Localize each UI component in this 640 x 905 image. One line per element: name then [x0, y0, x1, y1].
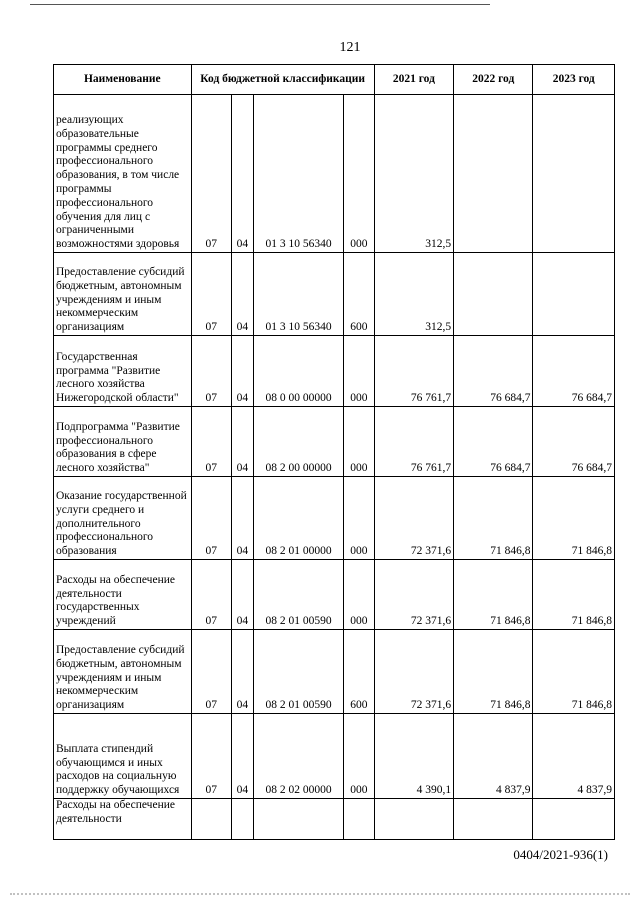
- row-subsection: 04: [231, 714, 253, 799]
- row-section: 07: [191, 95, 231, 253]
- row-target-article: 01 3 10 56340: [254, 95, 344, 253]
- row-amount-2021: 76 761,7: [374, 407, 453, 477]
- row-section: 07: [191, 477, 231, 560]
- row-subsection: 04: [231, 253, 253, 336]
- row-amount-2022: [454, 253, 533, 336]
- row-amount-2023: 4 837,9: [533, 714, 615, 799]
- row-expense-type: 000: [343, 560, 374, 630]
- scan-edge: [10, 893, 630, 895]
- row-amount-2022: 4 837,9: [454, 714, 533, 799]
- table-row: [54, 95, 615, 253]
- row-name: реализующих образовательные программы среднего профессионального образования, в том числе программы профессионального обучения для лиц с ограниченными возможностями здоровья: [54, 95, 192, 253]
- budget-table: [53, 64, 615, 840]
- row-expense-type: 000: [343, 477, 374, 560]
- row-section: 07: [191, 560, 231, 630]
- row-subsection: 04: [231, 95, 253, 253]
- row-amount-2023: [533, 253, 615, 336]
- row-amount-2023: 71 846,8: [533, 630, 615, 714]
- table-row: [54, 477, 615, 560]
- row-target-article: 01 3 10 56340: [254, 253, 344, 336]
- row-expense-type: 000: [343, 95, 374, 253]
- row-amount-2022: 76 684,7: [454, 336, 533, 407]
- table-row: [54, 630, 615, 714]
- row-target-article: 08 2 01 00590: [254, 630, 344, 714]
- row-amount-2021: [374, 799, 453, 840]
- row-amount-2021: 4 390,1: [374, 714, 453, 799]
- row-section: 07: [191, 630, 231, 714]
- row-amount-2023: 76 684,7: [533, 336, 615, 407]
- row-amount-2021: 72 371,6: [374, 630, 453, 714]
- row-target-article: 08 0 00 00000: [254, 336, 344, 407]
- row-section: 07: [191, 407, 231, 477]
- row-amount-2023: 76 684,7: [533, 407, 615, 477]
- row-amount-2022: 76 684,7: [454, 407, 533, 477]
- row-subsection: 04: [231, 407, 253, 477]
- header-2022: 2022 год: [454, 65, 533, 95]
- row-subsection: 04: [231, 336, 253, 407]
- table-row: [54, 253, 615, 336]
- header-name: Наименование: [54, 65, 192, 95]
- row-amount-2021: 72 371,6: [374, 560, 453, 630]
- row-amount-2021: 312,5: [374, 95, 453, 253]
- row-expense-type: 000: [343, 407, 374, 477]
- row-name: Расходы на обеспечение деятельности: [54, 799, 192, 840]
- row-section: 07: [191, 253, 231, 336]
- document-code: 0404/2021-936(1): [513, 847, 608, 862]
- row-target-article: 08 2 00 00000: [254, 407, 344, 477]
- row-target-article: 08 2 02 00000: [254, 714, 344, 799]
- header-2021: 2021 год: [374, 65, 453, 95]
- row-amount-2022: [454, 799, 533, 840]
- row-amount-2023: [533, 799, 615, 840]
- row-subsection: 04: [231, 560, 253, 630]
- row-subsection: 04: [231, 630, 253, 714]
- row-section: [191, 799, 231, 840]
- row-target-article: [254, 799, 344, 840]
- header-row: [54, 65, 615, 95]
- row-expense-type: 000: [343, 336, 374, 407]
- table-row: [54, 799, 615, 840]
- row-section: 07: [191, 714, 231, 799]
- row-amount-2022: 71 846,8: [454, 477, 533, 560]
- header-classification: Код бюджетной классификации: [191, 65, 374, 95]
- row-expense-type: [343, 799, 374, 840]
- row-amount-2021: 76 761,7: [374, 336, 453, 407]
- row-expense-type: 600: [343, 630, 374, 714]
- row-amount-2022: 71 846,8: [454, 560, 533, 630]
- row-name: Предоставление субсидий бюджетным, автономным учреждениям и иным некоммерческим организациям: [54, 253, 192, 336]
- table-row: [54, 714, 615, 799]
- table-body: [54, 95, 615, 840]
- row-subsection: [231, 799, 253, 840]
- table-row: [54, 336, 615, 407]
- row-target-article: 08 2 01 00000: [254, 477, 344, 560]
- top-rule: [30, 4, 490, 5]
- row-amount-2023: 71 846,8: [533, 560, 615, 630]
- row-expense-type: 000: [343, 714, 374, 799]
- row-name: Государственная программа "Развитие лесного хозяйства Нижегородской области": [54, 336, 192, 407]
- header-2023: 2023 год: [533, 65, 615, 95]
- row-expense-type: 600: [343, 253, 374, 336]
- table-row: [54, 560, 615, 630]
- row-name: Расходы на обеспечение деятельности государственных учреждений: [54, 560, 192, 630]
- table-row: [54, 407, 615, 477]
- row-name: Выплата стипендий обучающимся и иных расходов на социальную поддержку обучающихся: [54, 714, 192, 799]
- row-subsection: 04: [231, 477, 253, 560]
- row-name: Предоставление субсидий бюджетным, автономным учреждениям и иным некоммерческим организациям: [54, 630, 192, 714]
- row-amount-2021: 312,5: [374, 253, 453, 336]
- row-name: Оказание государственной услуги среднего и дополнительного профессионального образования: [54, 477, 192, 560]
- row-section: 07: [191, 336, 231, 407]
- row-amount-2023: [533, 95, 615, 253]
- row-target-article: 08 2 01 00590: [254, 560, 344, 630]
- row-amount-2021: 72 371,6: [374, 477, 453, 560]
- page-number: 121: [339, 40, 361, 55]
- row-name: Подпрограмма "Развитие профессионального образования в сфере лесного хозяйства": [54, 407, 192, 477]
- row-amount-2022: 71 846,8: [454, 630, 533, 714]
- row-amount-2022: [454, 95, 533, 253]
- row-amount-2023: 71 846,8: [533, 477, 615, 560]
